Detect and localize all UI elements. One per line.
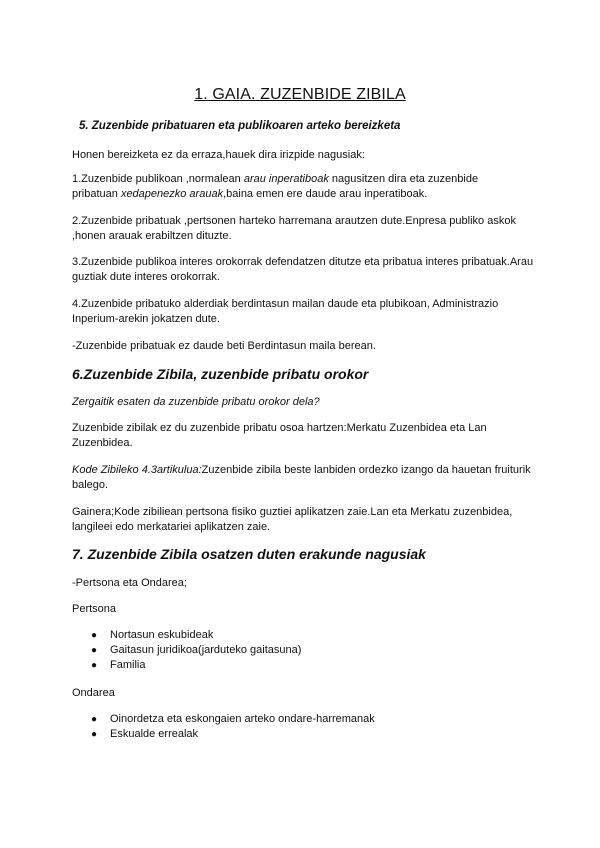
list-item: ● Eskualde errealak [91, 728, 199, 740]
section6-paragraph-2: Kode Zibileko 4.3artikulua:Zuzenbide zibila beste lanbiden ordezko izango da hauetan fruiturik balego. [72, 464, 531, 491]
pertsona-list [72, 628, 301, 673]
section5-paragraph-4: 4.Zuzenbide pribatuko alderdiak berdintasun mailan daude eta plubikoan, Administrazio Inperium-arekin jokatzen dute. [72, 298, 499, 325]
section5-heading: 5. Zuzenbide pribatuaren eta publikoaren arteko bereizketa [79, 120, 401, 132]
ondarea-label: Ondarea [72, 687, 115, 699]
list-item: ● Nortasun eskubideak [91, 629, 214, 641]
bullet-icon: ● [91, 660, 98, 671]
section6-paragraph-1: Zuzenbide zibilak ez du zuzenbide pribatu osoa hartzen:Merkatu Zuzenbidea eta Lan Zuzenbidea. [72, 422, 487, 449]
section5-intro: Honen bereizketa ez da erraza,hauek dira irizpide nagusiak: [72, 149, 365, 161]
section5-paragraph-1: 1.Zuzenbide publikoan ,normalean arau inperatiboak nagusitzen dira eta zuzenbide pribatuan xedapenezko arauak,baina emen ere daude arau inperatiboak. [72, 173, 479, 200]
section5-paragraph-2: 2.Zuzenbide pribatuak ,pertsonen harteko harremana arautzen dute.Enpresa publiko askok ,honen arauak erabiltzen dituzte. [72, 215, 516, 242]
bullet-icon: ● [91, 729, 98, 740]
section7-heading: 7. Zuzenbide Zibila osatzen duten erakunde nagusiak [72, 546, 426, 562]
section6-question: Zergaitik esaten da zuzenbide pribatu orokor dela? [72, 396, 320, 408]
section5-paragraph-5: -Zuzenbide pribatuak ez daude beti Berdintasun maila berean. [72, 340, 376, 352]
section7-intro: -Pertsona eta Ondarea; [72, 577, 187, 589]
bullet-icon: ● [91, 630, 98, 641]
section5-paragraph-3: 3.Zuzenbide publikoa interes orokorrak defendatzen ditutze eta pribatua interes pribatuak.Arau guztiak dute interes orokorrak. [72, 256, 534, 283]
bullet-icon: ● [91, 645, 98, 656]
section6-heading: 6.Zuzenbide Zibila, zuzenbide pribatu orokor [72, 366, 369, 382]
bullet-icon: ● [91, 714, 98, 725]
page-title: 1. GAIA. ZUZENBIDE ZIBILA [194, 86, 406, 103]
ondarea-list [72, 712, 375, 742]
list-item: ● Familia [91, 659, 146, 671]
section6-paragraph-3: Gainera;Kode zibiliean pertsona fisiko guztiei aplikatzen zaie.Lan eta Merkatu zuzenbidea, langileei edo merkatariei aplikatzen zaie. [72, 506, 513, 533]
pertsona-label: Pertsona [72, 603, 117, 615]
list-item: ● Oinordetza eta eskongaien arteko ondare-harremanak [91, 713, 375, 725]
list-item: ● Gaitasun juridikoa(jarduteko gaitasuna) [91, 644, 302, 656]
